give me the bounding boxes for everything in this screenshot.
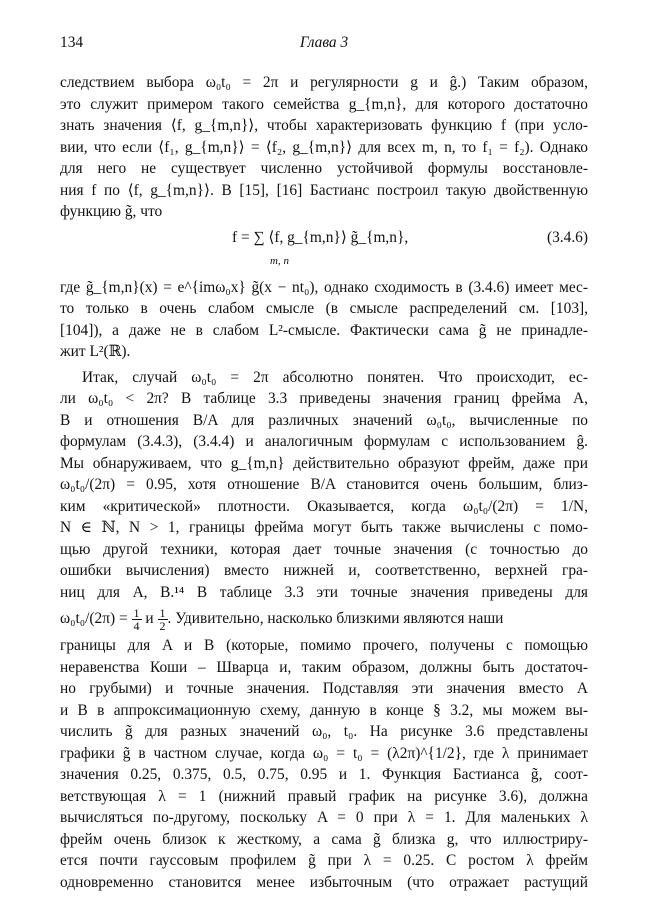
fraction-line xyxy=(60,603,588,635)
text-line: B и отношения B/A для различных значений ω₀t₀, вычисленные по xyxy=(60,411,588,429)
text-line: ется почти гауссовым профилем g̃ при λ = 0.25. С ростом λ фрейм xyxy=(60,852,588,869)
page-header xyxy=(60,32,588,54)
text-line: формулам (3.4.3), (3.4.4) и аналогичным формулам с использованием ĝ. xyxy=(60,433,588,450)
text-line: значения 0.25, 0.375, 0.5, 0.75, 0.95 и 1. Функция Бастианса g̃, соот- xyxy=(60,766,588,783)
fraction-numerator: 1 xyxy=(133,606,140,620)
page-number: 134 xyxy=(60,34,84,51)
fraction-denominator: 2 xyxy=(159,619,166,633)
text-line: одновременно становится менее избыточным (что отражает растущий xyxy=(60,873,588,891)
text-line: числить g̃ для разных значений ω₀, t₀. На рисунке 3.6 представлены xyxy=(60,723,588,740)
text-line: это служит примером такого семейства g_{m,n}, для которого достаточно xyxy=(60,95,588,113)
text-line: где g̃_{m,n}(x) = e^{imω₀x} g̃(x − nt₀), однако сходимость в (3.4.6) имеет мес- xyxy=(60,278,588,296)
fraction-line-and: и xyxy=(145,610,154,628)
text-line: ли ω₀t₀ < 2π? В таблице 3.3 приведены значения границ фрейма A, xyxy=(60,390,588,407)
text-line: ким «критической» плотности. Оказывается, когда ω₀t₀/(2π) = 1/N, xyxy=(60,497,588,515)
fraction-numerator: 1 xyxy=(159,606,166,620)
equation-3-4-6 xyxy=(60,225,588,273)
fraction-one-quarter xyxy=(132,607,142,632)
text-line: щью другой техники, которая дает точные значения (с точностью до xyxy=(60,540,588,558)
text-line: фрейм очень близок к жесткому, а сама g̃ близка g, что иллюстриру- xyxy=(60,830,588,848)
text-line: [104]), а даже не в слабом L²-смысле. Фактически сама g̃ не принадле- xyxy=(60,321,588,339)
text-line: ошибки вычисления) вместо нижней и, соответственно, верхней гра- xyxy=(60,562,588,579)
text-line: N ∈ ℕ, N > 1, границы фрейма могут быть также вычислены с помо- xyxy=(60,519,588,536)
running-head: Глава 3 xyxy=(299,34,349,51)
paragraph-3 xyxy=(60,367,588,636)
text-line: вии, что если ⟨f₁, g_{m,n}⟩ = ⟨f₂, g_{m,n}⟩ для всех m, n, то f₁ = f₂). Однако xyxy=(60,138,588,156)
text-line: функцию g̃, что xyxy=(60,203,163,220)
text-line: то только в очень слабом смысле (в смысле распределений см. [103], xyxy=(60,300,588,317)
paragraph-4 xyxy=(60,635,588,893)
text-line: следствием выбора ω₀t₀ = 2π и регулярности g и ĝ.) Таким образом, xyxy=(60,74,588,91)
equation-body: f = ∑ ⟨f, g_{m,n}⟩ g̃_{m,n}, xyxy=(232,228,409,246)
fraction-line-tail: . Удивительно, насколько близкими являются наши xyxy=(167,610,504,628)
text-line: ния f по ⟨f, g_{m,n}⟩. В [15], [16] Бастианс построил такую двойственную xyxy=(60,181,588,199)
text-line: вычисляться по-другому, поскольку A = 0 при λ = 1. Для маленьких λ xyxy=(60,809,588,826)
fraction-one-half xyxy=(158,607,168,632)
fraction-denominator: 4 xyxy=(133,619,140,633)
text-line: но грубыми) и точные значения. Подставляя эти значения вместо A xyxy=(60,680,588,697)
text-line: ветствующая λ = 1 (нижний правый график на рисунке 3.6), должна xyxy=(60,787,588,805)
text-line: неравенства Коши – Шварца и, таким образом, должны быть достаточ- xyxy=(60,658,588,676)
text-line: жит L²(ℝ). xyxy=(60,343,131,360)
text-line: знать значения ⟨f, g_{m,n}⟩, чтобы характеризовать функцию f (при усло- xyxy=(60,117,588,134)
text-line: ниц для A, B.¹⁴ В таблице 3.3 эти точные значения приведены для xyxy=(60,583,588,601)
sum-index: m, n xyxy=(270,254,289,267)
book-page xyxy=(60,32,588,893)
text-line: для него не существует численно устойчивой формулы восстановле- xyxy=(60,160,588,177)
text-line: графики g̃ в частном случае, когда ω₀ = t₀ = (λ2π)^{1/2}, где λ принимает xyxy=(60,744,588,762)
text-line: границы для A и B (которые, помимо прочего, получены с помощью xyxy=(60,637,588,654)
fraction-line-lead: ω₀t₀/(2π) = xyxy=(60,610,128,628)
paragraph-1 xyxy=(60,72,588,223)
equation-number: (3.4.6) xyxy=(546,228,588,246)
text-line: и B в аппроксимационную схему, данную в конце § 3.2, мы можем вы- xyxy=(60,701,588,719)
text-line: Мы обнаруживаем, что g_{m,n} действительно образуют фрейм, даже при xyxy=(60,454,588,472)
paragraph-2 xyxy=(60,277,588,363)
text-line: Итак, случай ω₀t₀ = 2π абсолютно понятен. Что происходит, ес- xyxy=(82,368,588,386)
text-line: ω₀t₀/(2π) = 0.95, хотя отношение B/A становится очень большим, близ- xyxy=(60,476,588,493)
